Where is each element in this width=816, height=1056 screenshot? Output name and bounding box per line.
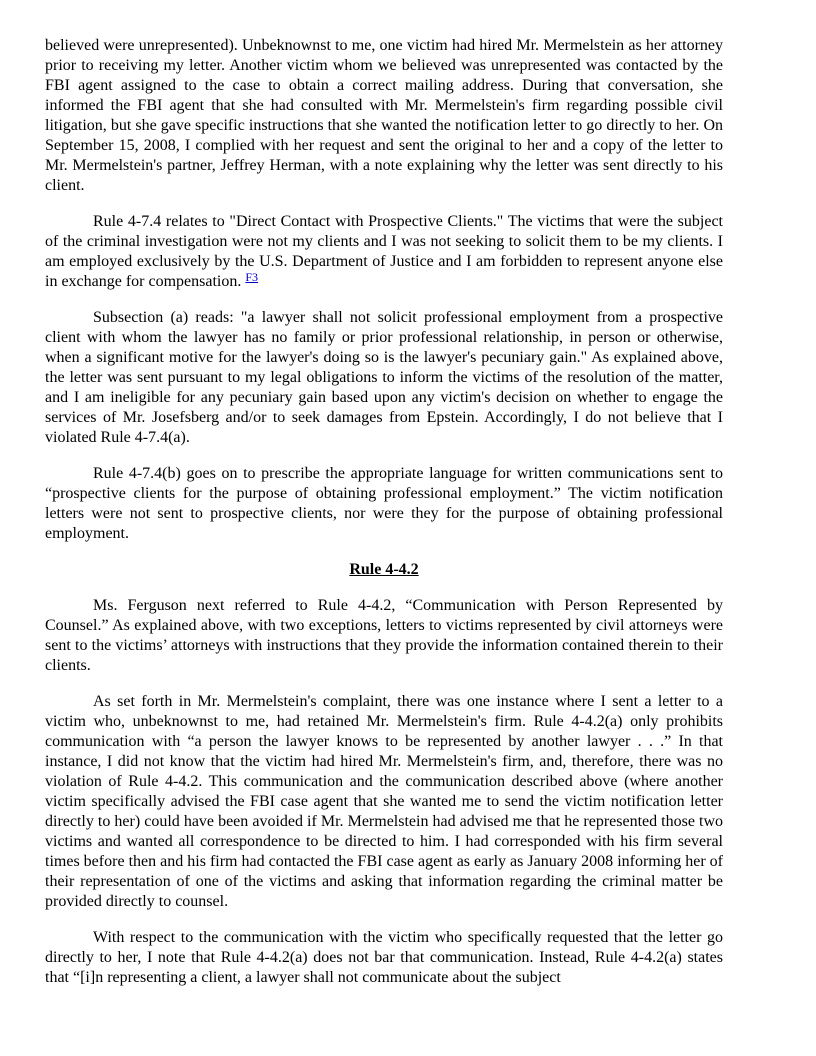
paragraph-ferguson: Ms. Ferguson next referred to Rule 4-4.2, “Communication with Person Represented by Counsel.” As explained above, with two exceptions, letters to victims represented by civil attorneys were sent to the victims’ attorneys with instructions that they provide the information contained therein to their clients. — [45, 597, 723, 674]
document-page — [45, 36, 723, 988]
paragraph-rule-4-7-4b: Rule 4-7.4(b) goes on to prescribe the appropriate language for written communications sent to “prospective clients for the purpose of obtaining professional employment.” The victim notification letters were not sent to prospective clients, nor were they for the purpose of obtaining professional employment. — [45, 465, 723, 542]
footnote-link-f3[interactable]: F3 — [245, 270, 259, 284]
paragraph-rule-4-7-4 — [45, 212, 723, 292]
paragraph-complaint: As set forth in Mr. Mermelstein's complaint, there was one instance where I sent a letter to a victim who, unbeknownst to me, had retained Mr. Mermelstein's firm. Rule 4-4.2(a) only prohibits communication with “a person the lawyer knows to be represented by another lawyer . . .” In that instance, I did not know that the victim had hired Mr. Mermelstein's firm, and, therefore, there was no violation of Rule 4-4.2. This communication and the communication described above (where another victim specifically advised the FBI case agent that she wanted me to send the victim notification letter directly to her) could have been avoided if Mr. Mermelstein had advised me that he represented those two victims and wanted all correspondence to be directed to him. I had corresponded with his firm several times before then and his firm had contacted the FBI case agent as early as January 2008 informing her of their representation of one of the victims and asking that information regarding the criminal matter be provided directly to counsel. — [45, 693, 723, 910]
paragraph-rule-4-7-4-text: Rule 4-7.4 relates to "Direct Contact with Prospective Clients." The victims that were the subject of the criminal investigation were not my clients and I was not seeking to solicit them to be my clients. I am employed exclusively by the U.S. Department of Justice and I am forbidden to represent anyone else in exchange for compensation. — [45, 213, 723, 290]
paragraph-subsection-a: Subsection (a) reads: "a lawyer shall not solicit professional employment from a prospective client with whom the lawyer has no family or prior professional relationship, in person or otherwise, when a significant motive for the lawyer's doing so is the lawyer's pecuniary gain." As explained above, the letter was sent pursuant to my legal obligations to inform the victims of the resolution of the matter, and I am ineligible for any pecuniary gain based upon any victim's decision on whether to engage the services of Mr. Josefsberg and/or to seek damages from Epstein. Accordingly, I do not believe that I violated Rule 4-7.4(a). — [45, 309, 723, 446]
paragraph-continued: believed were unrepresented). Unbeknownst to me, one victim had hired Mr. Mermelstein as her attorney prior to receiving my letter. Another victim whom we believed was unrepresented was contacted by the FBI agent assigned to the case to obtain a correct mailing address. During that conversation, she informed the FBI agent that she had consulted with Mr. Mermelstein's firm regarding possible civil litigation, but she gave specific instructions that she wanted the notification letter to go directly to her. On September 15, 2008, I complied with her request and sent the original to her and a copy of the letter to Mr. Mermelstein's partner, Jeffrey Herman, with a note explaining why the letter was sent directly to his client. — [45, 37, 723, 194]
paragraph-communication: With respect to the communication with the victim who specifically requested that the letter go directly to her, I note that Rule 4-4.2(a) does not bar that communication. Instead, Rule 4-4.2(a) states that “[i]n representing a client, a lawyer shall not communicate about the subject — [45, 929, 723, 986]
section-heading: Rule 4-4.2 — [349, 561, 419, 578]
